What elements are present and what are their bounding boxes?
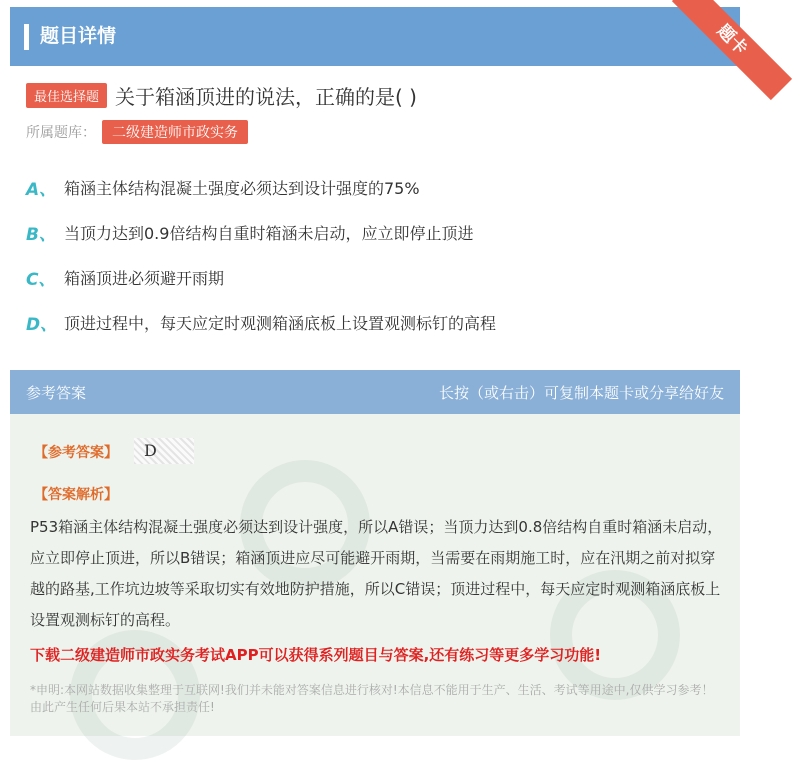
answer-label: 【参考答案】 — [34, 445, 118, 461]
analysis-label: 【答案解析】 — [34, 487, 118, 503]
option-text: 箱涵顶进必须避开雨期 — [64, 268, 225, 288]
header-accent — [24, 24, 29, 50]
answer-value: D — [134, 438, 194, 464]
option-letter: D、 — [26, 314, 58, 335]
page-title: 题目详情 — [40, 25, 117, 47]
option-text: 当顶力达到0.9倍结构自重时箱涵未启动，应立即停止顶进 — [64, 223, 474, 243]
ribbon-label: 题卡 — [672, 0, 792, 100]
analysis-text: P53箱涵主体结构混凝土强度必须达到设计强度，所以A错误；当顶力达到0.8倍结构自重时箱涵未启动，应立即停止顶进，所以B错误；箱涵顶进应尽可能避开雨期，当需要在雨期施工时，应在汛期之前对拟穿越的路基,工作坑边坡等采取切实有效地防护措施，所以C错误；顶进过程中，每天应定时观测箱涵底板上设置观测标钉的高程。 — [30, 518, 723, 629]
share-hint[interactable]: 长按（或右击）可复制本题卡或分享给好友 — [438, 384, 724, 402]
source-label: 所属题库： — [26, 125, 96, 141]
question-type-badge: 最佳选择题 — [26, 83, 107, 108]
source-tag[interactable]: 二级建造师市政实务 — [102, 120, 248, 144]
disclaimer: *申明:本网站数据收集整理于互联网!我们并未能对答案信息进行核对!本信息不能用于生产、生活、考试等用途中,仅供学习参考！由此产生任何后果本站不承担责任! — [30, 683, 714, 714]
app-promo-link[interactable]: 下载二级建造师市政实务考试APP可以获得系列题目与答案,还有练习等更多学习功能! — [30, 646, 602, 664]
option-letter: B、 — [26, 224, 56, 245]
option-letter: A、 — [26, 179, 57, 200]
option-text: 顶进过程中，每天应定时观测箱涵底板上设置观测标钉的高程 — [64, 313, 497, 333]
option-text: 箱涵主体结构混凝土强度必须达到设计强度的75% — [64, 178, 420, 198]
option-b[interactable] — [26, 219, 473, 245]
option-d[interactable] — [26, 309, 496, 335]
header-bar — [10, 7, 752, 66]
option-c[interactable] — [26, 264, 224, 290]
option-letter: C、 — [26, 269, 56, 290]
option-a[interactable] — [26, 174, 420, 200]
corner-ribbon — [652, 0, 752, 95]
question-row — [26, 80, 417, 110]
answer-bar-title: 参考答案 — [26, 384, 87, 402]
answer-bar — [10, 370, 740, 414]
source-row — [26, 120, 248, 144]
answer-panel — [10, 370, 740, 736]
question-text: 关于箱涵顶进的说法，正确的是( ) — [115, 84, 417, 109]
